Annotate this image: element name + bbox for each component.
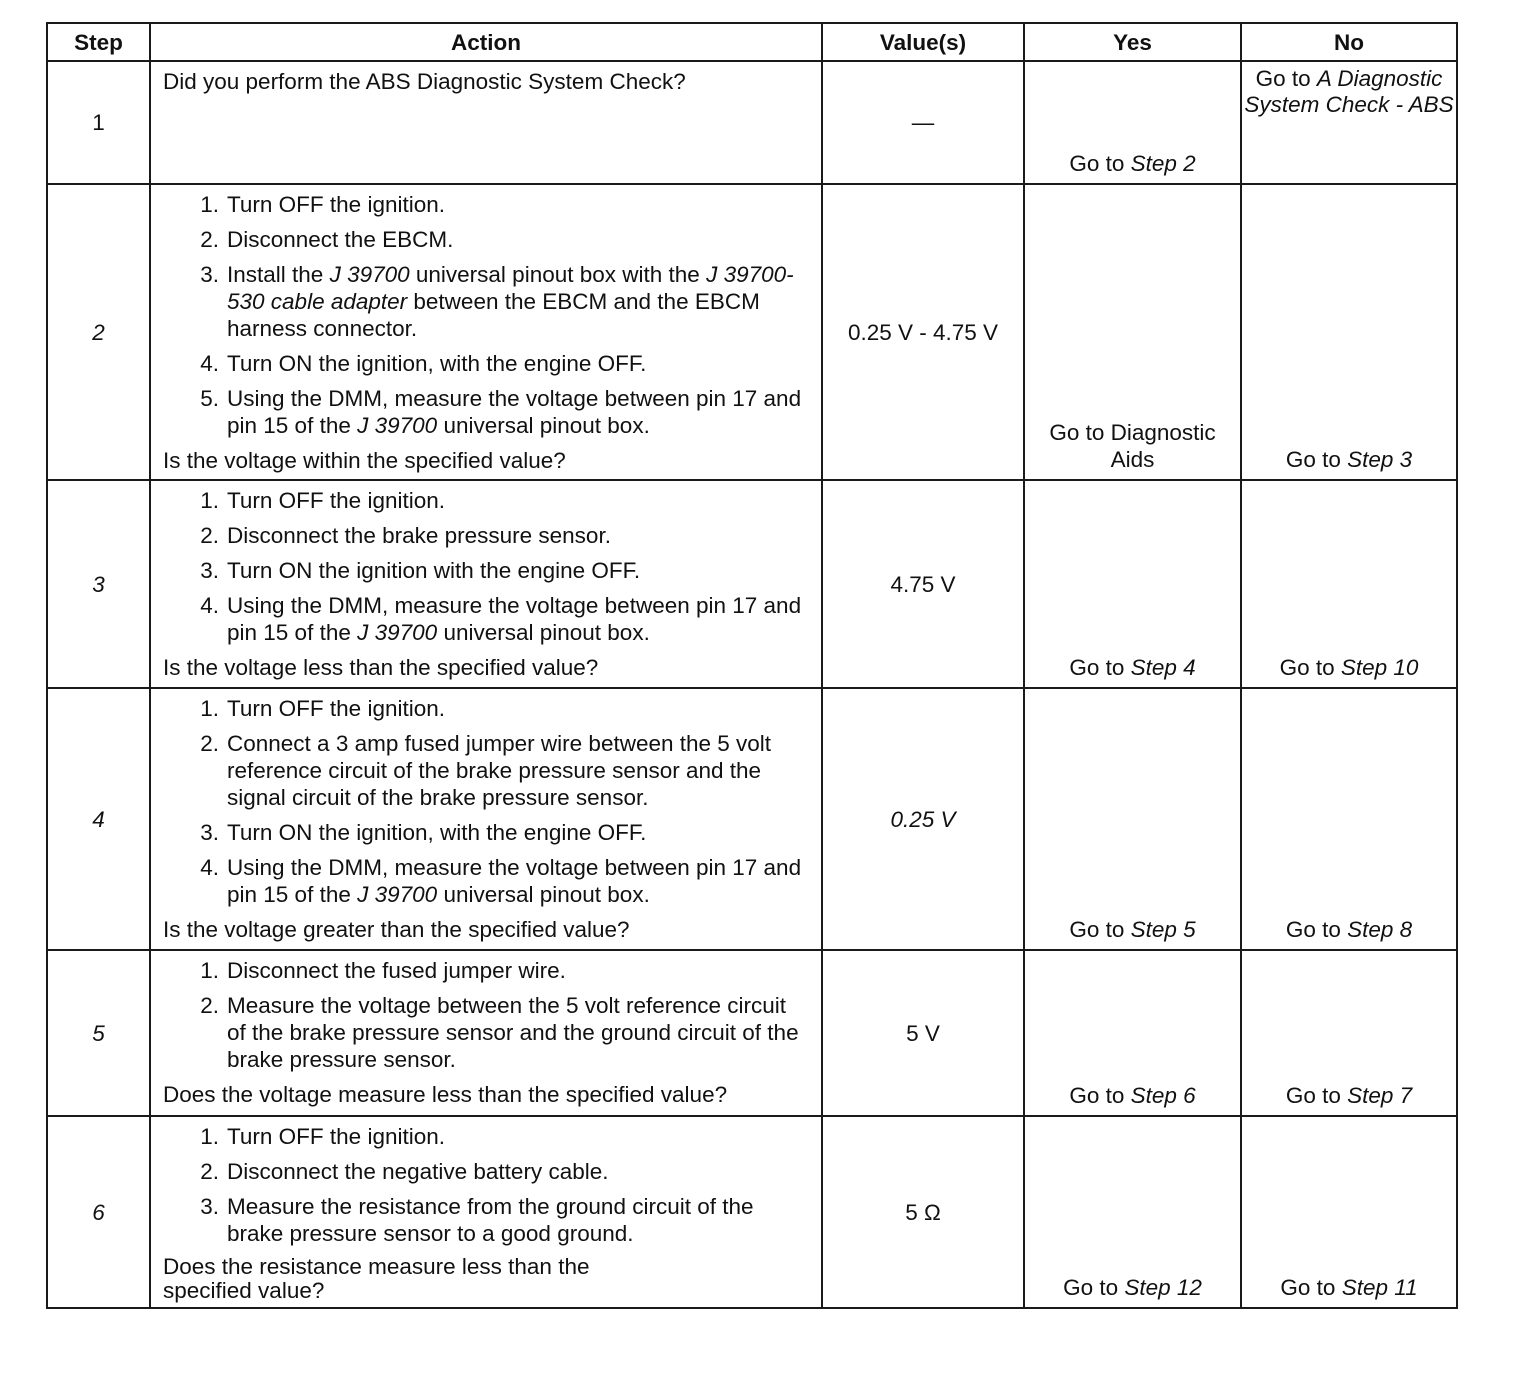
no-cell: Go to Step 7 bbox=[1241, 950, 1457, 1116]
step-number: 2 bbox=[47, 184, 150, 480]
table-row bbox=[47, 480, 1457, 688]
yes-cell: Go to Step 4 bbox=[1024, 480, 1241, 688]
action-cell bbox=[150, 184, 822, 480]
list-item: 4. Turn ON the ignition, with the engine OFF. bbox=[200, 351, 647, 376]
no-cell: Go to Step 10 bbox=[1241, 480, 1457, 688]
procedure-list bbox=[163, 191, 811, 439]
procedure-list bbox=[163, 1123, 811, 1247]
list-item: 2. Connect a 3 amp fused jumper wire between the 5 volt reference circuit of the brake pressure sensor and the signal circuit of the brake pressure sensor. bbox=[200, 731, 772, 810]
question-text: Does the resistance measure less than the specified value? bbox=[163, 1254, 590, 1303]
header-values: Value(s) bbox=[822, 23, 1024, 61]
no-cell: Go to A Diagnostic System Check - ABS bbox=[1241, 61, 1457, 184]
no-cell: Go to Step 11 bbox=[1241, 1116, 1457, 1308]
step-number: 4 bbox=[47, 688, 150, 950]
question-text: Is the voltage greater than the specified value? bbox=[163, 917, 630, 942]
list-item: 2. Disconnect the brake pressure sensor. bbox=[200, 523, 611, 548]
list-item: 3. Install the J 39700 universal pinout box with the J 39700-530 cable adapter between the EBCM and the EBCM harness connector. bbox=[200, 262, 794, 341]
list-item: 2. Disconnect the negative battery cable. bbox=[200, 1159, 609, 1184]
action-cell bbox=[150, 1116, 822, 1308]
question-text: Is the voltage less than the specified value? bbox=[163, 655, 599, 680]
action-cell bbox=[150, 688, 822, 950]
list-item: 3. Turn ON the ignition with the engine OFF. bbox=[200, 558, 641, 583]
header-no: No bbox=[1241, 23, 1457, 61]
action-cell bbox=[150, 950, 822, 1116]
question-text: Does the voltage measure less than the specified value? bbox=[163, 1082, 728, 1107]
question-text: Did you perform the ABS Diagnostic System Check? bbox=[163, 69, 686, 94]
value-cell: — bbox=[822, 61, 1024, 184]
header-step: Step bbox=[47, 23, 150, 61]
step-number: 1 bbox=[47, 61, 150, 184]
header-yes: Yes bbox=[1024, 23, 1241, 61]
value-cell: 5 Ω bbox=[822, 1116, 1024, 1308]
list-item: 4. Using the DMM, measure the voltage between pin 17 and pin 15 of the J 39700 universal pinout box. bbox=[200, 855, 802, 907]
value-cell: 5 V bbox=[822, 950, 1024, 1116]
table-row bbox=[47, 950, 1457, 1116]
value-cell: 0.25 V bbox=[822, 688, 1024, 950]
yes-cell: Go to Diagnostic Aids bbox=[1024, 184, 1241, 480]
diagnostic-table bbox=[46, 22, 1458, 1309]
procedure-list bbox=[163, 487, 811, 646]
yes-cell: Go to Step 6 bbox=[1024, 950, 1241, 1116]
list-item: 3. Turn ON the ignition, with the engine OFF. bbox=[200, 820, 647, 845]
list-item: 1. Turn OFF the ignition. bbox=[200, 1124, 446, 1149]
yes-cell: Go to Step 5 bbox=[1024, 688, 1241, 950]
list-item: 1. Turn OFF the ignition. bbox=[200, 488, 446, 513]
header-action: Action bbox=[150, 23, 822, 61]
list-item: 1. Turn OFF the ignition. bbox=[200, 696, 446, 721]
list-item: 5. Using the DMM, measure the voltage between pin 17 and pin 15 of the J 39700 universal pinout box. bbox=[200, 386, 802, 438]
question-text: Is the voltage within the specified value? bbox=[163, 448, 566, 473]
table-row bbox=[47, 184, 1457, 480]
action-cell bbox=[150, 61, 822, 184]
step-number: 3 bbox=[47, 480, 150, 688]
list-item: 2. Disconnect the EBCM. bbox=[200, 227, 454, 252]
no-cell: Go to Step 8 bbox=[1241, 688, 1457, 950]
list-item: 1. Disconnect the fused jumper wire. bbox=[200, 958, 566, 983]
header-row bbox=[47, 23, 1457, 61]
step-number: 5 bbox=[47, 950, 150, 1116]
table-row bbox=[47, 61, 1457, 184]
list-item: 3. Measure the resistance from the ground circuit of the brake pressure sensor to a good ground. bbox=[200, 1194, 754, 1246]
no-cell: Go to Step 3 bbox=[1241, 184, 1457, 480]
procedure-list bbox=[163, 957, 811, 1073]
table-row bbox=[47, 1116, 1457, 1308]
list-item: 2. Measure the voltage between the 5 volt reference circuit of the brake pressure sensor and the ground circuit of the brake pressure sensor. bbox=[200, 993, 799, 1072]
yes-cell: Go to Step 2 bbox=[1024, 61, 1241, 184]
action-cell bbox=[150, 480, 822, 688]
list-item: 4. Using the DMM, measure the voltage between pin 17 and pin 15 of the J 39700 universal pinout box. bbox=[200, 593, 802, 645]
table-row bbox=[47, 688, 1457, 950]
list-item: 1. Turn OFF the ignition. bbox=[200, 192, 446, 217]
step-number: 6 bbox=[47, 1116, 150, 1308]
value-cell: 0.25 V - 4.75 V bbox=[822, 184, 1024, 480]
procedure-list bbox=[163, 695, 811, 908]
value-cell: 4.75 V bbox=[822, 480, 1024, 688]
yes-cell: Go to Step 12 bbox=[1024, 1116, 1241, 1308]
